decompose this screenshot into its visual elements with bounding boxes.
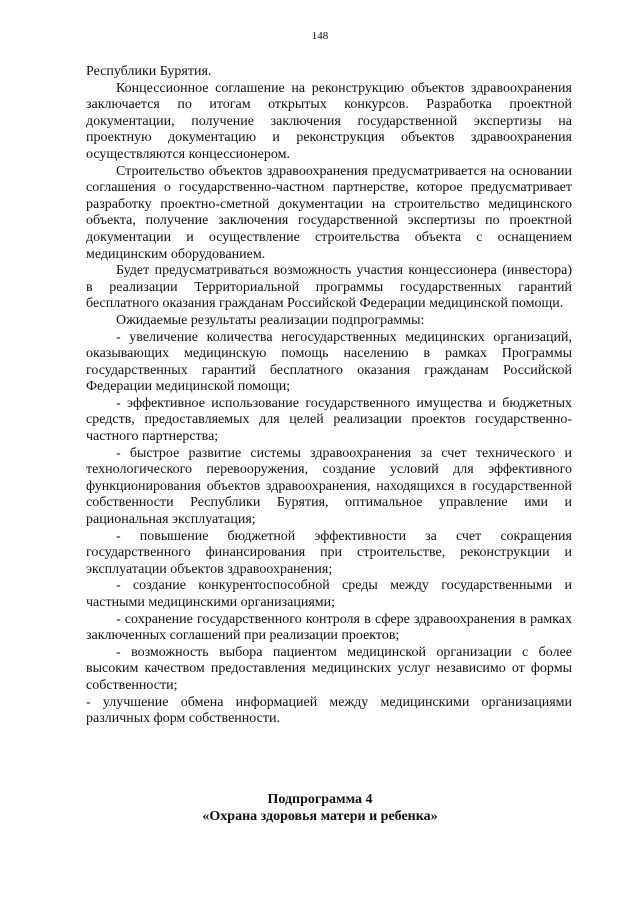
paragraph: Ожидаемые результаты реализации подпрограммы: [116, 312, 425, 328]
subprogram-subtitle: «Охрана здоровья матери и ребенка» [202, 809, 438, 824]
page-number: 148 [311, 30, 329, 42]
document-body [86, 64, 572, 728]
list-item: - эффективное использование государственного имущества и бюджетных средств, предоставляемых для целей реализации проектов государственно-частного партнерства; [86, 395, 572, 445]
paragraph: Строительство объектов здравоохранения предусматривается на основании соглашения о государственно-частном партнерстве, которое предусматривает разработку проектно-сметной документации на строительство медицинского объекта, получение заключения государственной экспертизы по проектной документации и осуществление строительства объекта с оснащением медицинским оборудованием. [86, 163, 572, 262]
list-item: - быстрое развитие системы здравоохранения за счет технического и технологического перевооружения, создание условий для эффективного функционирования объектов здравоохранения, находящихся в государственной собственности Республики Бурятия, оптимальное управление ими и рациональная эксплуатация; [86, 445, 572, 528]
list-item: - возможность выбора пациентом медицинской организации с более высоким качеством предоставления медицинских услуг независимо от формы собственности; [86, 644, 572, 693]
subprogram-title: Подпрограмма 4 [267, 792, 373, 807]
paragraph: Республики Бурятия. [86, 64, 212, 79]
list-item: - улучшение обмена информацией между медицинскими организациями различных форм собственности. [86, 694, 572, 727]
paragraph: Будет предусматриваться возможность участия концессионера (инвестора) в реализации Территориальной программы государственных гарантий бесплатного оказания гражданам Российской Федерации медицинской помощи. [86, 263, 572, 312]
list-item: - сохранение государственного контроля в сфере здравоохранения в рамках заключенных соглашений при реализации проектов; [86, 611, 572, 644]
list-item: - увеличение количества негосударственных медицинских организаций, оказывающих медицинскую помощь населению в рамках Программы государственных гарантий бесплатного оказания гражданам Российской Федерации медицинской помощи; [86, 329, 572, 395]
list-item: - создание конкурентоспособной среды между государственными и частными медицинскими организациями; [86, 578, 572, 610]
paragraph: Концессионное соглашение на реконструкцию объектов здравоохранения заключается по итогам открытых конкурсов. Разработка проектной документации, получение заключения государственной экспертизы на проектную документацию и реконструкция объектов здравоохранения осуществляются концессионером. [86, 80, 572, 162]
list-item: - повышение бюджетной эффективности за счет сокращения государственного финансирования при строительстве, реконструкции и эксплуатации объектов здравоохранения; [86, 528, 572, 577]
